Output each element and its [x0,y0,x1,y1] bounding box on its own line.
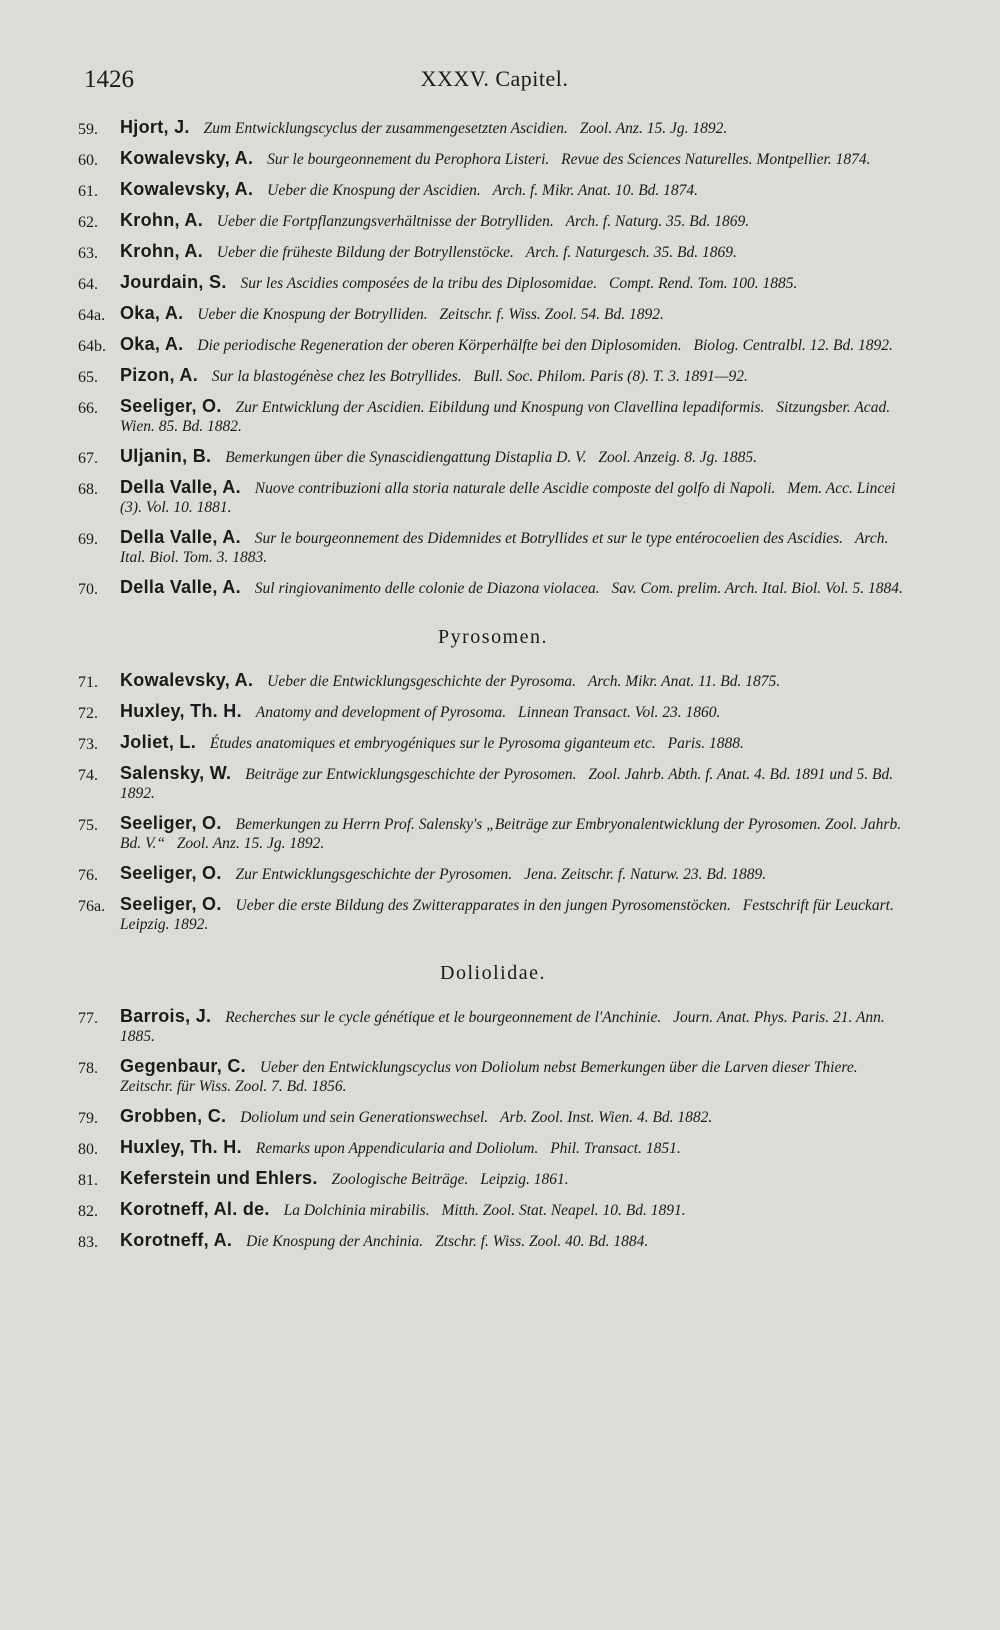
reference-title: Doliolum und sein Generationswechsel. [240,1109,489,1126]
reference-author: Oka, A. [120,303,184,323]
reference-entry [78,304,908,324]
reference-number: 78. [78,1060,98,1077]
reference-number: 64. [78,276,98,293]
reference-title: Zum Entwicklungscyclus der zusammengesetzten Ascidien. [203,120,568,137]
reference-number: 74. [78,767,98,784]
reference-title: Anatomy and development of Pyrosoma. [255,704,507,721]
reference-title: Zur Entwicklung der Ascidien. Eibildung und Knospung von Clavellina lepadiformis. [235,399,765,416]
reference-title: Beiträge zur Entwicklungsgeschichte der Pyrosomen. [245,766,577,783]
reference-number: 70. [78,581,98,598]
reference-author: Kowalevsky, A. [120,179,254,199]
reference-number: 79. [78,1110,98,1127]
reference-entry [78,1138,908,1158]
reference-number: 71. [78,674,98,691]
reference-number: 63. [78,245,98,262]
reference-title: Ueber die Knospung der Botrylliden. [197,306,428,323]
reference-title: Zoologische Beiträge. [331,1171,469,1188]
reference-source: Mem. Acc. Lincei (3). Vol. 10. 1881. [120,480,896,516]
reference-title: Ueber die früheste Bildung der Botryllenstöcke. [216,244,514,261]
reference-source: Compt. Rend. Tom. 100. 1885. [608,275,798,292]
reference-author: Uljanin, B. [120,446,212,466]
reference-number: 81. [78,1172,98,1189]
reference-title: Ueber die Entwicklungsgeschichte der Pyrosoma. [267,673,577,690]
reference-number: 66. [78,400,98,417]
reference-author: Kowalevsky, A. [120,148,254,168]
reference-entry [78,397,908,436]
reference-entry [78,211,908,231]
reference-source: Arch. f. Naturgesch. 35. Bd. 1869. [525,244,737,261]
reference-source: Sav. Com. prelim. Arch. Ital. Biol. Vol. 5. 1884. [611,580,903,597]
reference-title: Études anatomiques et embryogéniques sur le Pyrosoma giganteum etc. [209,735,656,752]
reference-entry [78,1057,908,1096]
reference-source: Revue des Sciences Naturelles. Montpellier. 1874. [561,151,871,168]
reference-author: Jourdain, S. [120,272,227,292]
reference-entry [78,1200,908,1220]
reference-source: Zool. Jahrb. Abth. f. Anat. 4. Bd. 1891 und 5. Bd. 1892. [120,766,894,802]
reference-entry [78,273,908,293]
reference-entry [78,180,908,200]
reference-source: Sitzungsber. Acad. Wien. 85. Bd. 1882. [120,399,891,435]
section-heading: Doliolidae. [440,962,546,984]
reference-source: Arch. f. Mikr. Anat. 10. Bd. 1874. [492,182,699,199]
reference-entry [78,447,908,467]
reference-source: Biolog. Centralbl. 12. Bd. 1892. [693,337,893,354]
reference-author: Keferstein und Ehlers. [120,1168,318,1188]
reference-entry [78,528,908,567]
reference-title: La Dolchinia mirabilis. [283,1202,430,1219]
reference-source: Jena. Zeitschr. f. Naturw. 23. Bd. 1889. [524,866,767,883]
reference-author: Hjort, J. [120,117,190,137]
reference-number: 69. [78,531,98,548]
reference-entry [78,864,908,884]
reference-entry [78,764,908,803]
reference-source: Mitth. Zool. Stat. Neapel. 10. Bd. 1891. [441,1202,686,1219]
reference-author: Della Valle, A. [120,477,241,497]
reference-number: 83. [78,1234,98,1251]
reference-author: Korotneff, A. [120,1230,233,1250]
section-heading: Pyrosomen. [438,626,548,648]
reference-source: Zeitschr. f. Wiss. Zool. 54. Bd. 1892. [439,306,664,323]
reference-title: Bemerkungen zu Herrn Prof. Salensky's „Beiträge zur Embryonalentwicklung der Pyrosomen. Zool. Jahrb. Bd. V.“ [120,816,902,852]
reference-number: 60. [78,152,98,169]
reference-author: Krohn, A. [120,210,204,230]
reference-source: Linnean Transact. Vol. 23. 1860. [518,704,721,721]
reference-entry [78,814,908,853]
reference-author: Joliet, L. [120,732,197,752]
reference-number: 62. [78,214,98,231]
reference-entry [78,702,908,722]
reference-title: Recherches sur le cycle génétique et le bourgeonnement de l'Anchinie. [225,1009,662,1026]
reference-author: Huxley, Th. H. [120,701,242,721]
bibliography-section [78,626,908,934]
reference-entry [78,895,908,934]
reference-title: Remarks upon Appendicularia and Doliolum. [255,1140,539,1157]
reference-author: Kowalevsky, A. [120,670,254,690]
reference-number: 76a. [78,898,106,915]
reference-title: Sur la blastogénèse chez les Botryllides. [211,368,462,385]
reference-number: 76. [78,867,98,884]
reference-entry [78,1107,908,1127]
reference-number: 80. [78,1141,98,1158]
bibliography [78,118,908,1262]
reference-source: Paris. 1888. [667,735,744,752]
reference-author: Salensky, W. [120,763,232,783]
reference-title: Sur les Ascidies composées de la tribu des Diplosomidae. [240,275,598,292]
reference-entry [78,366,908,386]
reference-source: Zool. Anz. 15. Jg. 1892. [579,120,728,137]
reference-author: Krohn, A. [120,241,204,261]
reference-source: Journ. Anat. Phys. Paris. 21. Ann. 1885. [120,1009,885,1045]
reference-number: 77. [78,1010,98,1027]
reference-author: Huxley, Th. H. [120,1137,242,1157]
reference-number: 65. [78,369,98,386]
reference-entry [78,1169,908,1189]
reference-source: Bull. Soc. Philom. Paris (8). T. 3. 1891—92. [473,368,748,385]
reference-title: Ueber die erste Bildung des Zwitterapparates in den jungen Pyrosomenstöcken. [235,897,731,914]
page-number: 1426 [84,66,134,93]
reference-number: 64b. [78,338,106,355]
reference-source: Zeitschr. für Wiss. Zool. 7. Bd. 1856. [120,1078,347,1095]
reference-author: Grobben, C. [120,1106,227,1126]
reference-source: Ztschr. f. Wiss. Zool. 40. Bd. 1884. [435,1233,649,1250]
reference-source: Leipzig. 1861. [480,1171,569,1188]
reference-number: 61. [78,183,98,200]
reference-number: 75. [78,817,98,834]
reference-entry [78,242,908,262]
bibliography-section [78,962,908,1251]
reference-number: 82. [78,1203,98,1220]
reference-title: Die Knospung der Anchinia. [246,1233,424,1250]
chapter-title: XXXV. Capitel. [420,66,569,91]
reference-entry [78,671,908,691]
reference-title: Zur Entwicklungsgeschichte der Pyrosomen. [235,866,513,883]
reference-number: 73. [78,736,98,753]
reference-number: 67. [78,450,98,467]
reference-author: Seeliger, O. [120,894,222,914]
reference-author: Oka, A. [120,334,184,354]
reference-source: Zool. Anzeig. 8. Jg. 1885. [598,449,757,466]
reference-source: Arch. Mikr. Anat. 11. Bd. 1875. [587,673,781,690]
reference-number: 64a. [78,307,106,324]
reference-title: Bemerkungen über die Synascidiengattung Distaplia D. V. [225,449,587,466]
reference-author: Seeliger, O. [120,396,222,416]
reference-source: Festschrift für Leuckart. Leipzig. 1892. [120,897,894,933]
reference-entry [78,335,908,355]
reference-title: Sul ringiovanimento delle colonie de Diazona violacea. [254,580,600,597]
reference-source: Arch. f. Naturg. 35. Bd. 1869. [565,213,750,230]
reference-title: Sur le bourgeonnement des Didemnides et Botryllides et sur le type entérocoelien des Ascidies. [254,530,844,547]
reference-entry [78,578,908,598]
reference-author: Pizon, A. [120,365,199,385]
reference-title: Sur le bourgeonnement du Perophora Listeri. [267,151,550,168]
reference-title: Ueber die Knospung der Ascidien. [267,182,481,199]
reference-author: Seeliger, O. [120,863,222,883]
reference-entry [78,478,908,517]
reference-title: Die periodische Regeneration der oberen Körperhälfte bei den Diplosomiden. [197,337,682,354]
reference-entry [78,1231,908,1251]
page-header [84,66,905,100]
reference-source: Arch. Ital. Biol. Tom. 3. 1883. [120,530,889,566]
reference-author: Della Valle, A. [120,527,241,547]
reference-source: Arb. Zool. Inst. Wien. 4. Bd. 1882. [500,1109,713,1126]
reference-title: Ueber die Fortpflanzungsverhältnisse der Botrylliden. [216,213,554,230]
bibliography-section [78,118,908,598]
reference-author: Della Valle, A. [120,577,241,597]
reference-entry [78,118,908,138]
reference-entry [78,733,908,753]
reference-title: Nuove contribuzioni alla storia naturale delle Ascidie composte del golfo di Napoli. [254,480,776,497]
reference-source: Phil. Transact. 1851. [550,1140,681,1157]
reference-number: 59. [78,121,98,138]
reference-author: Korotneff, Al. de. [120,1199,270,1219]
reference-entry [78,1007,908,1046]
reference-number: 72. [78,705,98,722]
reference-number: 68. [78,481,98,498]
reference-source: Zool. Anz. 15. Jg. 1892. [176,835,325,852]
reference-author: Barrois, J. [120,1006,212,1026]
reference-entry [78,149,908,169]
reference-author: Gegenbaur, C. [120,1056,246,1076]
reference-title: Ueber den Entwicklungscyclus von Doliolum nebst Bemerkungen über die Larven dieser Thiere. [259,1059,858,1076]
reference-author: Seeliger, O. [120,813,222,833]
